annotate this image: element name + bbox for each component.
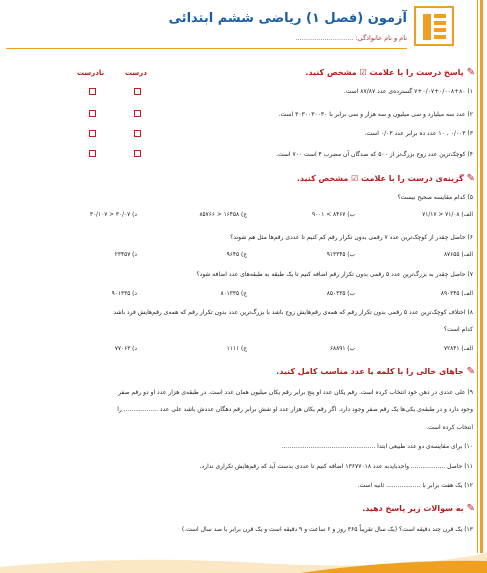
question-5: ۵) کدام مقایسه صحیح نیست؟: [397, 194, 473, 201]
checkbox-true[interactable]: [134, 130, 141, 137]
document-logo-icon: [414, 6, 454, 46]
question-11: ۱۱) حاصل .................. واحدبایدبه عدد ۱۳۶۷۷۰۱۸ اضافه کنیم تا عددی بدست آید که رقم‌هایش تکراری ندارد.: [199, 463, 473, 470]
col-true-header: درست: [125, 69, 147, 77]
checkbox-true[interactable]: [134, 88, 141, 95]
pencil-icon: ✎: [466, 173, 475, 184]
checkbox-false[interactable]: [89, 88, 96, 95]
pencil-icon: ✎: [466, 366, 475, 377]
question-12: ۱۲) یک هفت برابر با .................. ثانیه است.: [357, 482, 473, 489]
question-9-line3: انتخاب کرده است.: [426, 424, 473, 431]
col-false-header: نادرست: [77, 69, 105, 77]
question-10: ۱۰) برای مقایسه‌ی دو عدد طبیعی ابتدا .................................................: [281, 443, 473, 450]
option-d[interactable]: د) ۷۷۰۶۳: [114, 346, 137, 352]
option-a[interactable]: الف) ۷۲۸۴۱: [443, 346, 473, 352]
right-border: [480, 0, 483, 553]
option-d[interactable]: د) ۳۰/۰۷ < ۳۰/۱۰۷: [89, 212, 137, 218]
tf-item: ۲) عدد سه میلیارد و سی میلیون و سه هزار و سی برابر با ۳۰۳۰۰۳۰۰۳۰ است.: [278, 111, 473, 118]
option-c[interactable]: ج) ۸۰۱۳۳۵: [220, 291, 247, 297]
checkbox-false[interactable]: [89, 110, 96, 117]
option-c[interactable]: ج) ۱۱۱۱: [226, 346, 247, 352]
section4-heading: ✎به سوالات زیر پاسخ دهید.: [362, 503, 475, 514]
option-b[interactable]: ب) ۹۱۳۳۴۵: [326, 252, 355, 258]
option-b[interactable]: ب) ۸۵۰۳۳۵: [326, 291, 355, 297]
pencil-icon: ✎: [466, 67, 475, 78]
tf-item: ۳) ۰/۰۰۳ ، ۱۰ عدد ده برابر عدد ۰/۰۳ است.: [364, 130, 473, 137]
option-a[interactable]: الف) ۸۷۶۵۵: [443, 252, 473, 258]
question-13: ۱۳) یک قرن چند دقیقه است؟ (یک سال تقریباً ۳۶۵ روز و ۶ ساعت و ۹ دقیقه است و یک قرن برابر با صد سال است.): [181, 526, 473, 533]
tf-item: ۴) کوچک‌ترین عدد زوج بزرگ‌تر از ۵۰۰ که صدگان آن مضرب ۴ است ۷۰۰ است.: [276, 151, 473, 158]
question-9-line1: ۹) علی عددی در ذهن خود انتخاب کرده است. رقم یکان عدد او پنج برابر رقم یکان میلیون همان عدد است. در طبقه‌ی هزار عدد او دو رقم صفر: [118, 389, 473, 396]
pencil-icon: ✎: [466, 503, 475, 514]
question-9-line2: وجود دارد و در طبقه‌ی یکی‌ها یک رقم صفر وجود دارد. اگر رقم یکان هزار عدد او شش برابر رقم دهگان عددش باشد علی عدد .................. را: [117, 406, 473, 413]
question-6: ۶) حاصل چقدر از کوچک‌ترین عدد ۷ رقمی بدون تکرار رقم کم کنیم تا عددی رقم‌ها مثل هم شوند؟: [230, 234, 473, 241]
checkbox-false[interactable]: [89, 150, 96, 157]
question-8: ۸) اختلاف کوچک‌ترین عدد ۵ رقمی بدون تکرار رقم که همه‌ی رقم‌هایش زوج باشد با بزرگ‌ترین عدد بدون تکرار رقم که همه‌ی رقم‌هایش فرد باشد: [113, 309, 473, 316]
question-8-cont: کدام است؟: [443, 326, 473, 333]
tf-item: ۱) ۷+۰/۰۷+۰/۰۰۸+۸۰ گسترده‌ی عدد ۸۷/۸۷ است.: [343, 88, 473, 95]
option-d[interactable]: د) ۲۳۴۵۷: [114, 252, 137, 258]
option-b[interactable]: ب) ۶۸۸۹۱: [329, 346, 355, 352]
right-border-thin: [477, 0, 478, 553]
option-a[interactable]: الف) ۷۱/۰۸ < ۷۱/۱۷: [422, 212, 473, 218]
exam-title: آزمون (فصل ۱) ریاضی ششم ابتدائی: [168, 11, 407, 26]
checkbox-true[interactable]: [134, 110, 141, 117]
checkbox-true[interactable]: [134, 150, 141, 157]
section2-heading: ✎گزینه‌ی درست را با علامت ☑ مشخص کنید.: [296, 173, 475, 184]
footer-wave-decoration: [0, 549, 487, 573]
checkbox-false[interactable]: [89, 130, 96, 137]
option-c[interactable]: ج) ۱۶۴۵۸ < ۸۵۷۶۶: [199, 212, 247, 218]
option-c[interactable]: ج) ۹۶۴۵: [226, 252, 247, 258]
option-b[interactable]: ب) ۸۴۶۷ > ۹۰۰۱: [311, 212, 355, 218]
option-d[interactable]: د) ۹۰۱۳۳۵: [111, 291, 137, 297]
section1-heading: ✎پاسخ درست را با علامت ☑ مشخص کنید.: [305, 67, 475, 78]
section3-heading: ✎جاهای خالی را با کلمه یا عدد مناسب کامل کنید.: [276, 366, 475, 377]
name-field[interactable]: نام و نام خانوادگی: ............................: [295, 34, 407, 42]
option-a[interactable]: الف) ۸۹۰۳۴۵: [440, 291, 473, 297]
question-7: ۷) حاصل چقدر به بزرگ‌ترین عدد ۵ رقمی بدون تکرار رقم اضافه کنیم تا یک طبقه به طبقه‌های عدد اضافه شود؟: [196, 271, 473, 278]
header-divider: [6, 48, 407, 49]
